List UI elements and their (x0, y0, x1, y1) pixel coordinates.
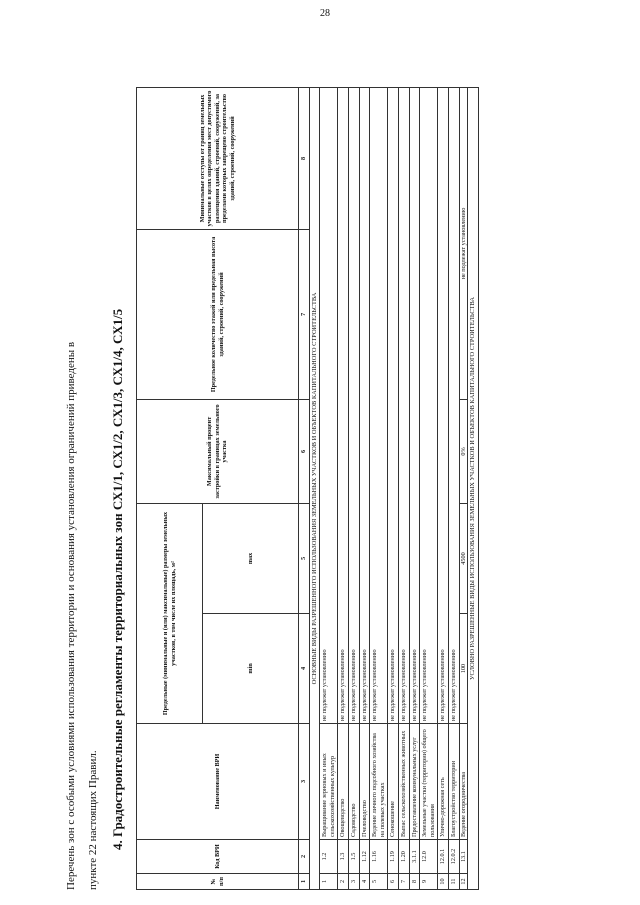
page-number: 28 (320, 8, 330, 19)
intro-line-2: пункте 22 настоящих Правил. (87, 750, 99, 890)
header-percent: Максимальный процент застройки в границах земельного участка (137, 399, 299, 503)
intro-line-1: Перечень зон с особыми условиями использования территории и основания установления ограничений приведены в (65, 341, 77, 890)
row-value: не подлежат установлению (398, 87, 409, 723)
column-number: 4 (299, 614, 310, 724)
table-row (348, 87, 359, 889)
header-code: Код ВРИ (137, 840, 299, 874)
row-code: 12.0 (420, 840, 438, 874)
row-value: не подлежат установлению (388, 87, 399, 723)
column-number: 8 (299, 87, 310, 229)
column-number: 1 (299, 874, 310, 890)
row-number: 1 (320, 874, 338, 890)
table-row (338, 87, 349, 889)
row-code: 3.1.1 (409, 840, 420, 874)
row-name: Ведение личного подсобного хозяйства на полевых участках (370, 724, 388, 840)
header-floors: Предельное количество этажей или предельная высота зданий, строений, сооружений (137, 229, 299, 399)
table-row (409, 87, 420, 889)
header-max: max (203, 503, 299, 613)
table-row (448, 87, 459, 889)
row-number: 2 (338, 874, 349, 890)
row-code: 1.19 (388, 840, 399, 874)
row-number: 3 (348, 874, 359, 890)
row-name: Овощеводство (338, 724, 349, 840)
row-value: не подлежат установлению (320, 87, 338, 723)
table-body (309, 87, 478, 889)
row-build-percent: 0% (459, 399, 468, 503)
row-name: Выпас сельскохозяйственных животных (398, 724, 409, 840)
regulations-table-wrapper (136, 88, 479, 890)
row-code: 12.0.2 (448, 840, 459, 874)
row-value: не подлежат установлению (370, 87, 388, 723)
table-row (420, 87, 438, 889)
row-code: 1.20 (398, 840, 409, 874)
column-number: 5 (299, 503, 310, 613)
row-code: 1.16 (370, 840, 388, 874)
column-number: 3 (299, 724, 310, 840)
section-conditional-header: УСЛОВНО РАЗРЕШЕННЫЕ ВИДЫ ИСПОЛЬЗОВАНИЯ ЗЕМЕЛЬНЫХ УЧАСТКОВ И ОБЪЕКТОВ КАПИТАЛЬНОГО СТРОИТЕЛЬСТВА (468, 87, 479, 889)
header-size-group: Предельные (минимальные и (или) максимальные) размеры земельных участков, в том числе их площадь, м² (137, 503, 203, 723)
row-number: 9 (420, 874, 438, 890)
column-number: 2 (299, 840, 310, 874)
row-value: не подлежат установлению (348, 87, 359, 723)
row-name: Предоставление коммунальных услуг (409, 724, 420, 840)
row-number: 7 (398, 874, 409, 890)
header-num: № п/п (137, 874, 299, 890)
table-row (398, 87, 409, 889)
row-number: 11 (448, 874, 459, 890)
row-value: не подлежат установлению (420, 87, 438, 723)
row-number: 4 (359, 874, 370, 890)
table-row (320, 87, 338, 889)
row-value: не подлежат установлению (448, 87, 459, 723)
table-row-gardening (459, 87, 468, 889)
table-row (359, 87, 370, 889)
row-number: 12 (459, 874, 468, 890)
row-name: Выращивание зерновых и иных сельскохозяйственных культур (320, 724, 338, 840)
intro-paragraph (60, 80, 104, 890)
row-name: Улично-дорожная сеть (438, 724, 449, 840)
row-name: Пчеловодство (359, 724, 370, 840)
row-code: 13.1 (459, 840, 468, 874)
table-row (388, 87, 399, 889)
rotated-page-content (60, 80, 620, 890)
row-number: 5 (370, 874, 388, 890)
row-number: 6 (388, 874, 399, 890)
row-code: 1.2 (320, 840, 338, 874)
row-rest-value: не подлежат установлению (459, 87, 468, 399)
row-name: Благоустройство территории (448, 724, 459, 840)
row-code: 1.3 (338, 840, 349, 874)
row-max-area: 4500 (459, 503, 468, 613)
table-row (438, 87, 449, 889)
section-main-header: ОСНОВНЫЕ ВИДЫ РАЗРЕШЕННОГО ИСПОЛЬЗОВАНИЯ ЗЕМЕЛЬНЫХ УЧАСТКОВ И ОБЪЕКТОВ КАПИТАЛЬНОГО СТРОИТЕЛЬСТВА (309, 87, 320, 889)
table-row (370, 87, 388, 889)
column-number: 7 (299, 229, 310, 399)
row-name: Садоводство (348, 724, 359, 840)
regulations-table (136, 87, 479, 890)
row-number: 8 (409, 874, 420, 890)
row-name: Земельные участки (территории) общего пользования (420, 724, 438, 840)
row-name: Сенокошение (388, 724, 399, 840)
header-setbacks: Минимальные отступы от границ земельных участков в целях определения мест допустимого размещения зданий, строений, сооружений, за пределами которых запрещено строительство зданий, строений, сооружений (137, 87, 299, 229)
row-value: не подлежат установлению (438, 87, 449, 723)
row-value: не подлежат установлению (409, 87, 420, 723)
row-name: Ведение огородничества (459, 724, 468, 840)
column-number: 6 (299, 399, 310, 503)
header-name: Наименование ВРИ (137, 724, 299, 840)
header-min: min (203, 614, 299, 724)
row-code: 1.12 (359, 840, 370, 874)
row-code: 1.5 (348, 840, 359, 874)
row-code: 12.0.1 (438, 840, 449, 874)
row-number: 10 (438, 874, 449, 890)
row-value: не подлежат установлению (359, 87, 370, 723)
row-value: не подлежат установлению (338, 87, 349, 723)
section-heading: 4. Градостроительные регламенты территориальных зон СХ1/1, СХ1/2, СХ1/3, СХ1/4, СХ1/5 (110, 308, 125, 850)
row-min-area: 100 (459, 614, 468, 724)
